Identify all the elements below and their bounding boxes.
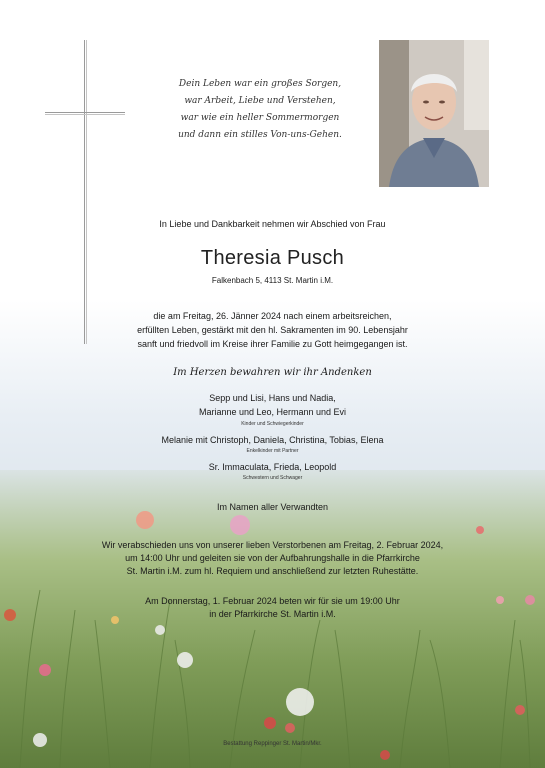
memorial-poem bbox=[150, 76, 370, 144]
siblings-line: Sr. Immaculata, Frieda, Leopold bbox=[208, 462, 337, 472]
relation-label: Schwestern und Schwager bbox=[242, 475, 303, 481]
death-notice-line: die am Freitag, 26. Jänner 2024 nach einem arbeitsreichen, bbox=[153, 311, 392, 321]
deceased-name: Theresia Pusch bbox=[200, 247, 345, 269]
poem-line: Dein Leben war ein großes Sorgen, bbox=[178, 79, 342, 89]
relation-label: Kinder und Schwiegerkinder bbox=[241, 421, 304, 427]
death-notice-line: erfüllten Leben, gestärkt mit den hl. Sakramenten im 90. Lebensjahr bbox=[137, 325, 408, 335]
relatives-line: Im Namen aller Verwandten bbox=[216, 502, 329, 512]
footer-funeral-home: Bestattung Reppinger St. Martin/Mkr. bbox=[223, 741, 322, 747]
wildflower-meadow-image bbox=[0, 470, 545, 768]
death-notice-line: sanft und friedvoll im Kreise ihrer Familie zu Gott heimgegangen ist. bbox=[137, 339, 408, 349]
prayer-line: Am Donnerstag, 1. Februar 2024 beten wir für sie um 19:00 Uhr bbox=[145, 596, 400, 606]
poem-line: war wie ein heller Sommermorgen bbox=[180, 113, 340, 123]
poem-line: war Arbeit, Liebe und Verstehen, bbox=[184, 96, 336, 106]
funeral-line: um 14:00 Uhr und geleiten sie von der Aufbahrungshalle in die Pfarrkirche bbox=[125, 553, 420, 563]
funeral-line: Wir verabschieden uns von unserer lieben Verstorbenen am Freitag, 2. Februar 2024, bbox=[101, 540, 444, 550]
memory-heading: Im Herzen bewahren wir ihr Andenken bbox=[173, 367, 372, 378]
funeral-line: St. Martin i.M. zum hl. Requiem und anschließend zur letzten Ruhestätte. bbox=[126, 566, 419, 576]
relation-label: Enkelkinder mit Partner bbox=[246, 448, 299, 454]
poem-line: und dann ein stilles Von-uns-Gehen. bbox=[178, 130, 342, 140]
children-line: Marianne und Leo, Hermann und Evi bbox=[198, 407, 347, 417]
address: Falkenbach 5, 4113 St. Martin i.M. bbox=[211, 276, 334, 285]
intro-text: In Liebe und Dankbarkeit nehmen wir Abschied von Frau bbox=[159, 219, 386, 229]
grandchildren-line: Melanie mit Christoph, Daniela, Christina, Tobias, Elena bbox=[161, 435, 384, 445]
prayer-line: in der Pfarrkirche St. Martin i.M. bbox=[209, 609, 336, 619]
portrait-photo bbox=[379, 40, 489, 187]
children-line: Sepp und Lisi, Hans und Nadia, bbox=[209, 393, 336, 403]
